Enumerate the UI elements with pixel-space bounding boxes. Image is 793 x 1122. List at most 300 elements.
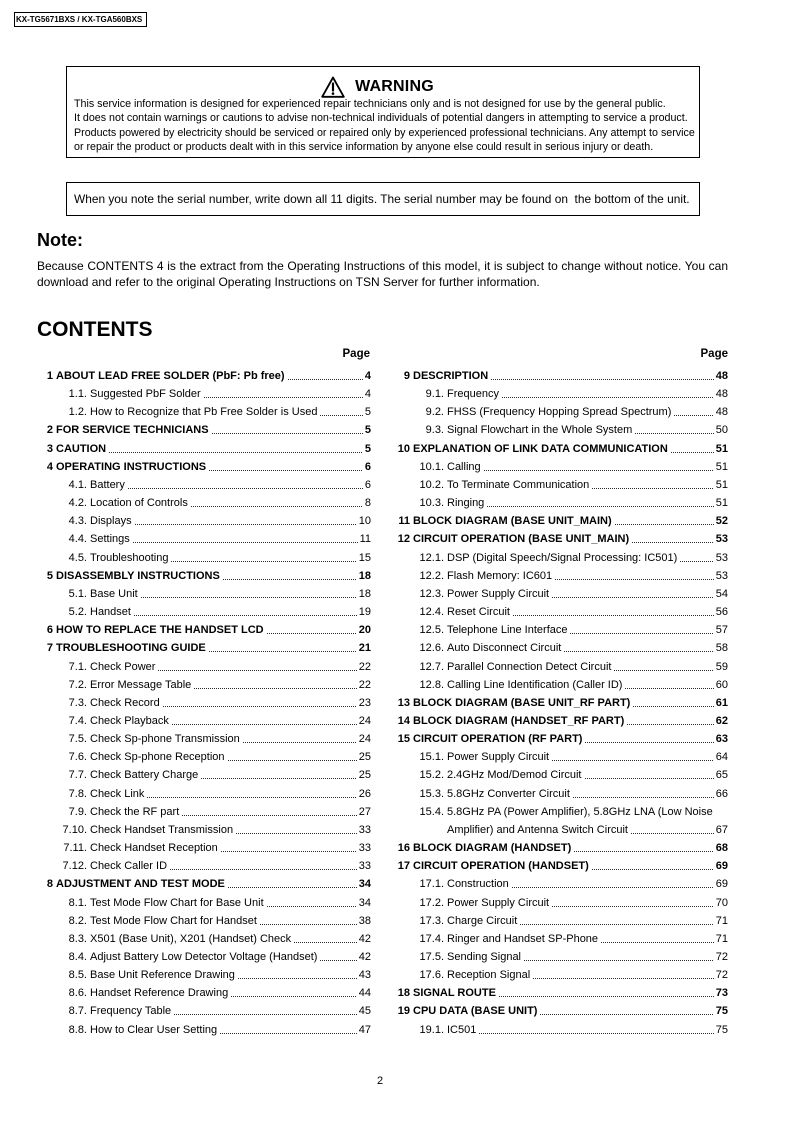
- warning-line: This service information is designed for experienced repair technicians only and is not designed for use by the general public.: [74, 98, 666, 110]
- toc-entry: [394, 730, 728, 748]
- toc-entry-title: HOW TO REPLACE THE HANDSET LCD: [56, 624, 264, 637]
- toc-entry: [394, 530, 728, 548]
- toc-entry-page: 71: [715, 932, 728, 945]
- toc-leader: [228, 875, 357, 893]
- toc-leader: [172, 712, 357, 730]
- toc-entry-title: Check Handset Transmission: [90, 823, 234, 836]
- toc-entry-title: Calling Line Identification (Caller ID): [447, 678, 623, 691]
- toc-entry: [37, 530, 371, 548]
- toc-entry: [394, 658, 728, 676]
- toc-entry-number: 19: [397, 1005, 410, 1018]
- toc-entry-title: Troubleshooting: [90, 551, 169, 564]
- toc-leader: [320, 948, 356, 966]
- toc-entry-title: ADJUSTMENT AND TEST MODE: [56, 878, 225, 891]
- toc-entry-number: 17: [397, 860, 410, 873]
- toc-leader: [540, 1002, 713, 1020]
- toc-entry: [37, 676, 371, 694]
- toc-entry: [394, 476, 728, 494]
- page-column-label-right: Page: [700, 348, 728, 360]
- toc-entry-page: 43: [358, 969, 371, 982]
- toc-entry-title-continuation: Amplifier) and Antenna Switch Circuit: [447, 823, 628, 836]
- toc-entry-title: DISASSEMBLY INSTRUCTIONS: [56, 569, 220, 582]
- toc-entry-title: 5.8GHz PA (Power Amplifier), 5.8GHz LNA (Low Noise: [447, 805, 713, 818]
- toc-entry-page: 51: [715, 497, 728, 510]
- toc-entry: [394, 984, 728, 1002]
- toc-entry-number: 10.3.: [419, 497, 444, 510]
- toc-entry-title: Signal Flowchart in the Whole System: [447, 424, 633, 437]
- toc-entry-page: 68: [715, 842, 728, 855]
- toc-entry-number: 6: [46, 624, 53, 637]
- toc-entry-title: Check Power: [90, 660, 156, 673]
- toc-leader: [267, 894, 357, 912]
- toc-leader: [194, 676, 356, 694]
- toc-entry-page: 38: [358, 914, 371, 927]
- toc-entry-title: OPERATING INSTRUCTIONS: [56, 460, 207, 473]
- toc-entry-number: 9: [403, 370, 410, 382]
- toc-entry-page: 18: [358, 587, 371, 600]
- toc-entry-title: Check the RF part: [90, 805, 180, 818]
- toc-entry-title: Handset Reference Drawing: [90, 987, 229, 1000]
- toc-entry: [394, 785, 728, 803]
- toc-leader: [109, 440, 363, 458]
- note-paragraph: Because CONTENTS 4 is the extract from the Operating Instructions of this model, it is subject to change without notice. You can download and refer to the original Operating Instructions on TSN Server for further information.: [37, 259, 728, 289]
- toc-entry-number: 9.1.: [425, 388, 444, 401]
- toc-entry-number: 17.3.: [419, 914, 444, 927]
- toc-entry-number: 4: [46, 460, 53, 473]
- toc-entry-number: 1: [46, 370, 53, 382]
- toc-entry: [394, 494, 728, 512]
- toc-entry-page: 70: [715, 896, 728, 909]
- toc-entry-title: Base Unit Reference Drawing: [90, 969, 235, 982]
- toc-leader: [288, 367, 363, 385]
- toc-entry-title: CIRCUIT OPERATION (BASE UNIT_MAIN): [413, 533, 630, 546]
- toc-entry-number: 17.6.: [419, 969, 444, 982]
- toc-entry: [394, 839, 728, 857]
- toc-entry-page: 34: [358, 878, 371, 891]
- toc-entry: [394, 1021, 728, 1039]
- toc-entry-number: 7.12.: [62, 860, 87, 873]
- toc-entry-title: Construction: [447, 878, 509, 891]
- toc-entry-number: 7.6.: [68, 751, 87, 764]
- toc-entry-number: 8.3.: [68, 932, 87, 945]
- toc-entry: [394, 1002, 728, 1020]
- toc-entry-number: 13: [397, 696, 410, 709]
- toc-entry-title: 2.4GHz Mod/Demod Circuit: [447, 769, 582, 782]
- toc-leader: [564, 639, 713, 657]
- toc-leader: [221, 839, 357, 857]
- toc-entry-page: 44: [358, 987, 371, 1000]
- toc-leader: [633, 694, 713, 712]
- toc-leader: [294, 930, 357, 948]
- toc-entry: [37, 694, 371, 712]
- toc-entry-number: 9.2.: [425, 406, 444, 419]
- toc-column-left: [37, 367, 371, 1039]
- toc-entry: [394, 875, 728, 893]
- toc-leader: [625, 676, 713, 694]
- toc-leader: [499, 984, 714, 1002]
- toc-entry-page: 48: [715, 370, 728, 382]
- toc-leader: [163, 694, 357, 712]
- contents-heading: CONTENTS: [37, 318, 153, 341]
- toc-leader: [585, 766, 714, 784]
- toc-entry-page: 58: [715, 642, 728, 655]
- toc-entry-page: 59: [715, 660, 728, 673]
- toc-entry-page: 75: [715, 1005, 728, 1018]
- toc-entry-page: 73: [715, 987, 728, 1000]
- toc-entry-title: Check Caller ID: [90, 860, 168, 873]
- toc-leader: [170, 857, 357, 875]
- toc-entry: [37, 585, 371, 603]
- toc-entry: [37, 458, 371, 476]
- note-heading: Note:: [37, 230, 83, 250]
- toc-entry-page: 53: [715, 533, 728, 546]
- toc-entry-number: 5.1.: [68, 587, 87, 600]
- toc-entry-page: 69: [715, 878, 728, 891]
- toc-entry: [394, 367, 728, 385]
- toc-leader: [231, 984, 357, 1002]
- toc-entry-number: 15.2.: [419, 769, 444, 782]
- toc-leader: [615, 512, 714, 530]
- toc-entry-number: 8.7.: [68, 1005, 87, 1018]
- toc-entry-title: DSP (Digital Speech/Signal Processing: IC501): [447, 551, 678, 564]
- toc-entry-title: Ringer and Handset SP-Phone: [447, 932, 599, 945]
- toc-entry: [394, 966, 728, 984]
- toc-entry-number: 9.3.: [425, 424, 444, 437]
- toc-leader: [236, 821, 357, 839]
- toc-entry-page: 27: [358, 805, 371, 818]
- toc-entry: [37, 440, 371, 458]
- toc-entry-page: 56: [715, 606, 728, 619]
- toc-entry-number: 7.2.: [68, 678, 87, 691]
- toc-leader: [627, 712, 714, 730]
- toc-entry-title: FOR SERVICE TECHNICIANS: [56, 424, 209, 437]
- toc-leader: [674, 403, 713, 421]
- toc-entry-number: 17.1.: [419, 878, 444, 891]
- toc-entry-page: 22: [358, 678, 371, 691]
- toc-entry: [394, 803, 728, 821]
- toc-column-right: [394, 367, 728, 1039]
- toc-entry-title: Displays: [90, 515, 132, 528]
- toc-entry-title: ABOUT LEAD FREE SOLDER (PbF: Pb free): [56, 370, 285, 382]
- toc-entry-page: 51: [715, 478, 728, 491]
- toc-entry-number: 12.7.: [419, 660, 444, 673]
- toc-entry-number: 7.4.: [68, 714, 87, 727]
- toc-entry: [394, 621, 728, 639]
- toc-entry-page: 25: [358, 769, 371, 782]
- toc-entry-number: 17.4.: [419, 932, 444, 945]
- toc-entry-page: 48: [715, 406, 728, 419]
- toc-entry-page: 20: [358, 624, 371, 637]
- toc-entry-title: Calling: [447, 460, 481, 473]
- toc-entry-number-blank: [394, 821, 444, 839]
- toc-entry: [394, 458, 728, 476]
- toc-entry-page: 72: [715, 951, 728, 963]
- toc-entry-number: 7.5.: [68, 733, 87, 746]
- toc-leader: [191, 494, 363, 512]
- page-column-label-left: Page: [342, 348, 370, 360]
- toc-entry-page: 66: [715, 787, 728, 800]
- toc-entry-title: Check Record: [90, 696, 160, 709]
- warning-triangle-icon: [321, 76, 345, 98]
- toc-leader: [502, 385, 714, 403]
- toc-entry-page: 4: [364, 388, 371, 401]
- toc-entry-number: 10: [397, 442, 410, 455]
- toc-entry: [394, 512, 728, 530]
- toc-leader: [209, 639, 357, 657]
- toc-entry-number: 15.3.: [419, 787, 444, 800]
- toc-entry-page: 21: [358, 642, 371, 655]
- toc-entry-number: 7.8.: [68, 787, 87, 800]
- toc-entry-title: Telephone Line Interface: [447, 624, 568, 637]
- toc-entry-page: 60: [715, 678, 728, 691]
- toc-entry-title: CIRCUIT OPERATION (RF PART): [413, 733, 583, 746]
- toc-entry: [37, 1002, 371, 1020]
- toc-leader: [238, 966, 357, 984]
- toc-entry-page: 67: [715, 823, 728, 836]
- toc-entry-page: 33: [358, 823, 371, 836]
- toc-entry: [394, 748, 728, 766]
- toc-entry-number: 12.8.: [419, 678, 444, 691]
- toc-entry: [394, 857, 728, 875]
- toc-entry: [37, 803, 371, 821]
- toc-leader: [574, 839, 713, 857]
- toc-entry-number: 7: [46, 642, 53, 655]
- toc-entry-title: Test Mode Flow Chart for Handset: [90, 914, 257, 927]
- toc-entry-title: BLOCK DIAGRAM (BASE UNIT_MAIN): [413, 515, 612, 528]
- toc-entry-page: 62: [715, 714, 728, 727]
- toc-entry-page: 71: [715, 914, 728, 927]
- toc-entry-number: 4.3.: [68, 515, 87, 528]
- toc-entry-page: 4: [364, 370, 371, 382]
- toc-leader: [228, 748, 357, 766]
- toc-entry: [394, 385, 728, 403]
- toc-entry-title: Test Mode Flow Chart for Base Unit: [90, 896, 264, 909]
- toc-entry-page: 53: [715, 569, 728, 582]
- toc-leader: [552, 748, 714, 766]
- toc-entry-title: CIRCUIT OPERATION (HANDSET): [413, 860, 589, 873]
- toc-entry-page: 26: [358, 787, 371, 800]
- toc-entry: [394, 440, 728, 458]
- toc-entry-page: 65: [715, 769, 728, 782]
- toc-entry: [394, 567, 728, 585]
- toc-entry-title: Auto Disconnect Circuit: [447, 642, 562, 655]
- toc-leader: [182, 803, 356, 821]
- toc-leader: [133, 530, 358, 548]
- toc-entry-page: 33: [358, 842, 371, 855]
- toc-entry-number: 4.5.: [68, 551, 87, 564]
- toc-entry: [37, 966, 371, 984]
- toc-entry-number: 12.2.: [419, 569, 444, 582]
- serial-number-notice-text: When you note the serial number, write down all 11 digits. The serial number may be found on the bottom of the unit.: [74, 192, 690, 206]
- toc-entry-page: 22: [358, 660, 371, 673]
- toc-leader: [267, 621, 357, 639]
- toc-entry: [37, 549, 371, 567]
- serial-number-notice: [66, 182, 700, 216]
- toc-entry-page: 48: [715, 388, 728, 401]
- toc-entry-number: 12.4.: [419, 606, 444, 619]
- toc-entry-number: 15.4.: [419, 805, 444, 818]
- toc-leader: [135, 512, 357, 530]
- toc-entry-number: 12.1.: [419, 551, 444, 564]
- toc-entry-number: 8.4.: [68, 951, 87, 963]
- toc-leader: [141, 585, 357, 603]
- toc-leader: [635, 421, 714, 439]
- toc-leader: [209, 458, 363, 476]
- toc-entry-title: FHSS (Frequency Hopping Spread Spectrum): [447, 406, 672, 419]
- toc-entry-number: 15.1.: [419, 751, 444, 764]
- toc-leader: [158, 658, 356, 676]
- toc-leader: [484, 458, 714, 476]
- toc-entry-number: 8.2.: [68, 914, 87, 927]
- toc-entry-number: 17.5.: [419, 951, 444, 963]
- toc-entry-title: Reception Signal: [447, 969, 531, 982]
- toc-entry-number: 7.11.: [63, 842, 87, 855]
- toc-entry-number: 10.2.: [419, 478, 444, 491]
- toc-entry-title: To Terminate Communication: [447, 478, 590, 491]
- toc-entry-title: Reset Circuit: [447, 606, 510, 619]
- toc-entry-title: Check Handset Reception: [90, 842, 218, 855]
- toc-entry: [37, 603, 371, 621]
- toc-entry-number: 7.3.: [68, 696, 87, 709]
- toc-leader: [614, 658, 713, 676]
- toc-leader: [601, 930, 714, 948]
- toc-entry: [394, 712, 728, 730]
- toc-leader: [487, 494, 713, 512]
- toc-entry: [37, 766, 371, 784]
- toc-leader: [573, 785, 714, 803]
- toc-leader: [260, 912, 357, 930]
- toc-entry: [394, 639, 728, 657]
- toc-leader: [320, 403, 362, 421]
- warning-title: [67, 76, 699, 98]
- toc-entry-page: 18: [358, 569, 371, 582]
- toc-entry: [37, 748, 371, 766]
- toc-leader: [220, 1021, 357, 1039]
- toc-entry-page: 51: [715, 460, 728, 473]
- toc-leader: [174, 1002, 357, 1020]
- toc-entry: [37, 984, 371, 1002]
- toc-entry-page: 72: [715, 969, 728, 982]
- toc-entry: [394, 549, 728, 567]
- toc-entry-title: Frequency Table: [90, 1005, 172, 1018]
- toc-entry-number: 4.4.: [68, 533, 87, 546]
- toc-entry-page: 57: [715, 624, 728, 637]
- toc-entry-number: 8.5.: [68, 969, 87, 982]
- toc-entry: [37, 403, 371, 421]
- toc-leader: [491, 367, 714, 385]
- toc-entry-page: 8: [364, 497, 371, 510]
- toc-entry-number: 12.5.: [419, 624, 444, 637]
- toc-entry-title: BLOCK DIAGRAM (BASE UNIT_RF PART): [413, 696, 631, 709]
- toc-entry-number: 4.2.: [68, 497, 87, 510]
- toc-entry-page: 42: [358, 932, 371, 945]
- toc-entry-number: 1.1.: [68, 388, 87, 401]
- toc-entry-title: Base Unit: [90, 587, 138, 600]
- toc-entry-number: 3: [46, 442, 53, 455]
- toc-entry-number: 5.2.: [68, 606, 87, 619]
- toc-entry: [37, 658, 371, 676]
- toc-leader: [631, 821, 714, 839]
- warning-line: Products powered by electricity should be serviced or repaired only by experienced professional technicians. Any attempt to service: [74, 126, 695, 139]
- toc-entry-title: Sending Signal: [447, 951, 522, 963]
- toc-entry-number: 5: [46, 569, 53, 582]
- toc-entry-page: 11: [359, 533, 371, 546]
- toc-entry-title: How to Clear User Setting: [90, 1023, 218, 1036]
- toc-entry-number: 4.1.: [68, 478, 87, 491]
- toc-leader: [201, 766, 357, 784]
- toc-entry: [394, 603, 728, 621]
- toc-entry-number: 19.1.: [419, 1023, 444, 1036]
- toc-entry: [394, 694, 728, 712]
- toc-entry-page: 25: [358, 751, 371, 764]
- toc-entry-title: Power Supply Circuit: [447, 896, 550, 909]
- toc-entry-page: 19: [358, 606, 371, 619]
- toc-entry-title: SIGNAL ROUTE: [413, 987, 496, 1000]
- toc-entry: [394, 403, 728, 421]
- toc-entry: [37, 857, 371, 875]
- warning-heading: WARNING: [355, 78, 434, 95]
- toc-leader: [592, 857, 714, 875]
- toc-entry-title: Adjust Battery Low Detector Voltage (Handset): [90, 951, 318, 963]
- toc-entry-title: Battery: [90, 478, 125, 491]
- toc-entry: [37, 875, 371, 893]
- toc-entry: [37, 894, 371, 912]
- toc-entry-page: 10: [358, 515, 371, 528]
- toc-leader: [147, 785, 356, 803]
- toc-entry: [37, 621, 371, 639]
- page-number: 2: [377, 1075, 384, 1087]
- toc-leader: [128, 476, 363, 494]
- toc-entry-number: 15: [397, 733, 410, 746]
- toc-entry: [394, 894, 728, 912]
- toc-entry-page: 6: [364, 478, 371, 491]
- toc-entry-title: Error Message Table: [90, 678, 192, 691]
- toc-leader: [592, 476, 714, 494]
- warning-text: [74, 97, 695, 154]
- toc-entry: [37, 494, 371, 512]
- toc-leader: [513, 603, 714, 621]
- toc-entry-title: Check Battery Charge: [90, 769, 199, 782]
- toc-entry-title: CPU DATA (BASE UNIT): [413, 1005, 538, 1018]
- toc-leader: [223, 567, 357, 585]
- toc-entry-number: 2: [46, 424, 53, 437]
- toc-leader: [212, 421, 363, 439]
- toc-entry: [37, 421, 371, 439]
- toc-entry-page: 5: [364, 406, 371, 419]
- toc-entry-title: Check Sp-phone Reception: [90, 751, 225, 764]
- warning-line: or repair the product or products dealt with in this service information by anyone else could result in serious injury or death.: [74, 140, 654, 153]
- toc-leader: [134, 603, 357, 621]
- toc-entry-page: 24: [358, 733, 371, 746]
- toc-entry-title: Parallel Connection Detect Circuit: [447, 660, 612, 673]
- toc-entry: [37, 785, 371, 803]
- toc-entry-title: X501 (Base Unit), X201 (Handset) Check: [90, 932, 292, 945]
- toc-entry-title: Suggested PbF Solder: [90, 388, 201, 401]
- toc-entry-title: Charge Circuit: [447, 914, 518, 927]
- toc-entry-title: BLOCK DIAGRAM (HANDSET_RF PART): [413, 714, 625, 727]
- toc-entry-page: 24: [358, 714, 371, 727]
- toc-entry-number: 12.6.: [419, 642, 444, 655]
- toc-entry-title: Frequency: [447, 388, 499, 401]
- toc-entry-title: Location of Controls: [90, 497, 188, 510]
- toc-leader: [520, 912, 713, 930]
- toc-entry-page: 75: [715, 1023, 728, 1036]
- toc-entry-number: 8.8.: [68, 1023, 87, 1036]
- model-number-label: KX-TG5671BXS / KX-TGA560BXS: [14, 12, 147, 27]
- toc-entry-title: DESCRIPTION: [413, 370, 489, 382]
- toc-leader: [243, 730, 357, 748]
- toc-entry: [394, 766, 728, 784]
